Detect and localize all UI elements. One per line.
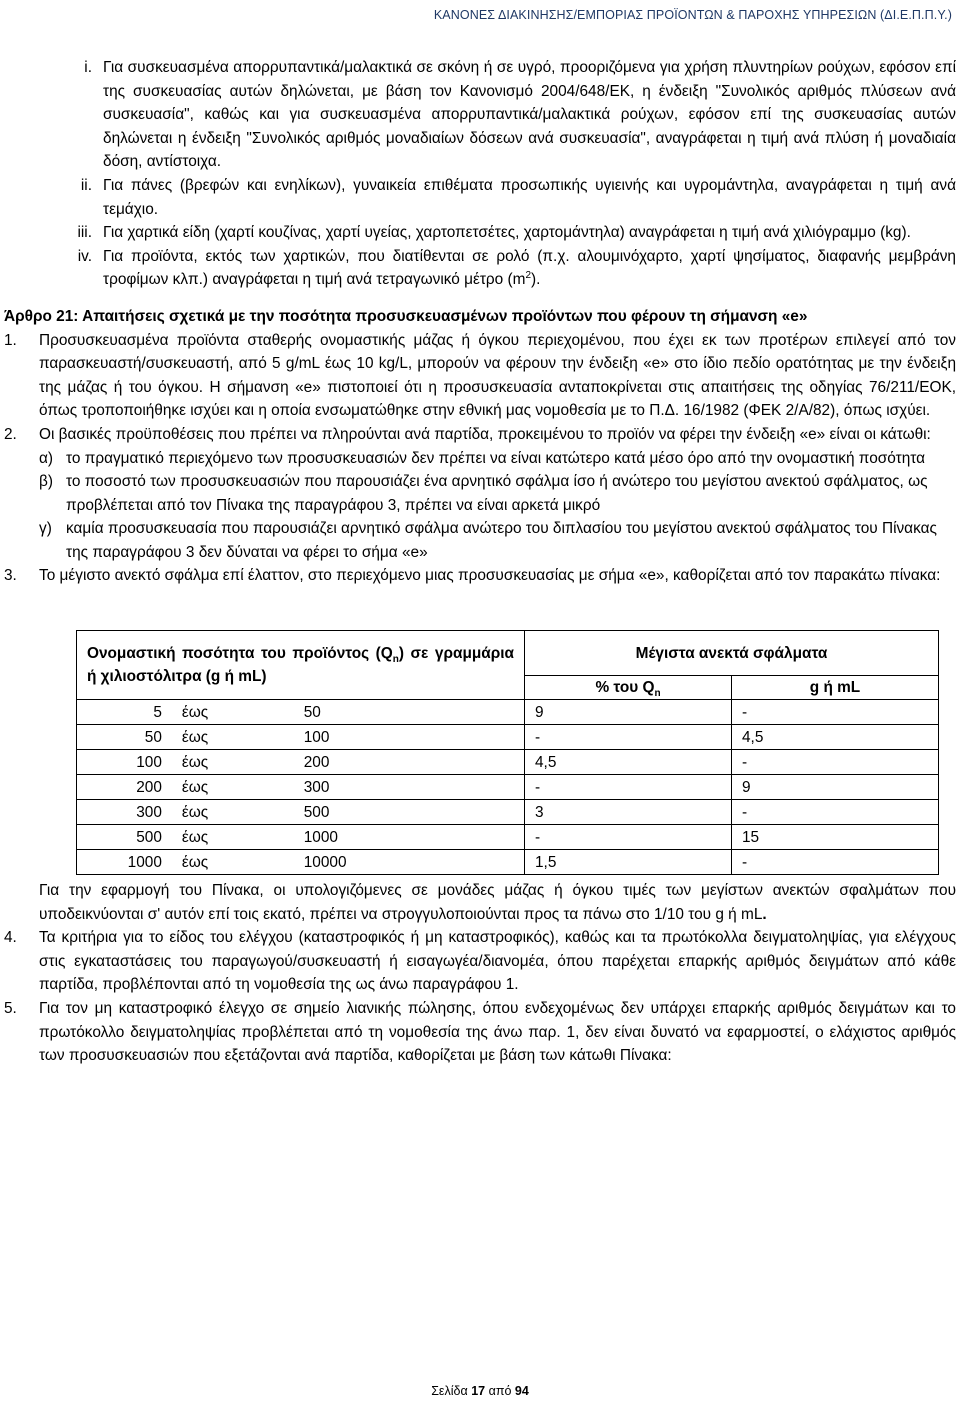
- table-note: [39, 879, 956, 926]
- paragraph-text: Για τον μη καταστροφικό έλεγχο σε σημείο λιανικής πώλησης, όπου ενδεχομένως δεν υπάρχει επαρκής αριθμός δειγμάτων και το πρωτόκολλο δειγματοληψίας προβλέπεται από τη νομοθεσία της άνω παρ. 1, δεν είναι δυνατό να εφαρμοστεί, ο ελάχιστος αριθμός των προσυσκευασιών που εξετάζονται ανά παρτίδα, καθορίζεται με βάση των κάτωθι Πίνακα:: [39, 1000, 956, 1065]
- cell-to-word: έως: [172, 750, 294, 775]
- cell-percent: -: [525, 725, 732, 750]
- cell-grams: -: [732, 850, 939, 875]
- list-item: [0, 56, 960, 174]
- cell-to-word: έως: [172, 725, 294, 750]
- cell-to-word: έως: [172, 775, 294, 800]
- paragraph-text: Τα κριτήρια για το είδος του ελέγχου (καταστροφικός ή μη καταστροφικός), καθώς και τα πρωτόκολλα δειγματοληψίας, για ελέγχους στις εγκαταστάσεις του παραγωγού/συσκευαστή ή εισαγωγέα/διανομέα, όπου παρέχεται επαρκής αριθμός δειγμάτων από κάθε παρτίδα, προβλέπονται από τη νομοθεσία της ως άνω παραγράφου 1.: [39, 929, 956, 994]
- cell-grams: 15: [732, 825, 939, 850]
- list-item-text: [103, 245, 956, 292]
- subscript: n: [654, 688, 661, 700]
- column-header-percent: [525, 676, 732, 700]
- paragraph-4: [0, 926, 960, 997]
- paragraph-5: [0, 997, 960, 1068]
- paragraph-number: 3.: [4, 567, 17, 585]
- document-body: [0, 56, 960, 1068]
- list-item-text-end: ).: [531, 271, 541, 289]
- cell-to: 1000: [294, 825, 525, 850]
- sub-item: [0, 517, 960, 564]
- sub-item-text: καμία προσυσκευασία που παρουσιάζει αρνητικό σφάλμα ανώτερο του διπλασίου του μεγίστου ανεκτού σφάλματος του Πίνακας της παραγράφου 3 δεν δύναται να φέρει το σήμα «e»: [66, 520, 937, 561]
- footer-label: Σελίδα: [431, 1384, 468, 1398]
- cell-to: 500: [294, 800, 525, 825]
- sub-item-text: το πραγματικό περιεχόμενο των προσυσκευασιών δεν πρέπει να είναι κατώτερο κατά μέσο όρο από την ονομαστική ποσότητα: [66, 449, 926, 467]
- cell-to: 100: [294, 725, 525, 750]
- table-row: [77, 825, 939, 850]
- roman-list: [0, 56, 960, 292]
- sub-item-letter: β): [39, 473, 53, 491]
- cell-percent: -: [525, 775, 732, 800]
- cell-from: 500: [77, 825, 172, 850]
- cell-percent: -: [525, 825, 732, 850]
- cell-grams: 4,5: [732, 725, 939, 750]
- cell-from: 200: [77, 775, 172, 800]
- sub-item-letter: γ): [39, 520, 52, 538]
- article-heading: Άρθρο 21: Απαιτήσεις σχετικά με την ποσότητα προσυσκευασμένων προϊόντων που φέρουν τη σήμανση «e»: [4, 307, 808, 325]
- list-item-text: Για πάνες (βρεφών και ενηλίκων), γυναικεία επιθέματα προσωπικής υγιεινής και υγρομάντηλα, αναγράφεται η τιμή ανά τεμάχιο.: [103, 176, 956, 218]
- sub-item: [0, 470, 960, 517]
- cell-to: 10000: [294, 850, 525, 875]
- cell-grams: -: [732, 700, 939, 725]
- table-row: [77, 750, 939, 775]
- subscript: n: [392, 654, 399, 666]
- list-item-text: Για χαρτικά είδη (χαρτί κουζίνας, χαρτί υγείας, χαρτοπετσέτες, χαρτομάντηλα) αναγράφεται η τιμή ανά χιλιόγραμμο (kg).: [103, 224, 911, 242]
- table-row: [77, 850, 939, 875]
- cell-to: 50: [294, 700, 525, 725]
- paragraph-text: Προσυσκευασμένα προϊόντα σταθερής ονομαστικής μάζας ή όγκου περιεχομένου, που έχει εκ των προτέρων επιλεγεί από τον παρασκευαστή/συσκευαστή, από 5 g/mL έως 10 kg/L, μπορούν να φέρουν την ένδειξη «e» στο ίδιο πεδίο ορατότητας με την ένδειξη της μάζας ή του όγκου. Η σήμανση «e» πιστοποιεί ότι η προσυσκευασία ανταποκρίνεται στις απαιτήσεις της οδηγίας 76/211/ΕΟΚ, όπως τροποποιήθηκε ισχύει και η οποία ενσωματώθηκε στην εθνική μας νομοθεσία με το Π.Δ. 16/1982 (ΦΕΚ 2/Α/82), όπως ισχύει.: [39, 331, 956, 420]
- cell-to-word: έως: [172, 800, 294, 825]
- cell-grams: 9: [732, 775, 939, 800]
- table-note-end: .: [762, 905, 767, 923]
- table-header-quantity: [77, 631, 525, 700]
- cell-from: 50: [77, 725, 172, 750]
- table-note-text: Για την εφαρμογή του Πίνακα, οι υπολογιζόμενες σε μονάδες μάζας ή όγκου τιμές των μεγίστων ανεκτών σφαλμάτων που υποδεικνύονται σ' αυτόν επί τοις εκατό, πρέπει να στρογγυλοποιούνται προς τα πάνω στο 1/10 του g ή mL: [39, 882, 956, 923]
- table-row: [77, 700, 939, 725]
- table-header-max-errors: Μέγιστα ανεκτά σφάλματα: [525, 631, 939, 676]
- cell-from: 100: [77, 750, 172, 775]
- sub-item-letter: α): [39, 449, 54, 467]
- table-row: [77, 800, 939, 825]
- paragraph-number: 1.: [4, 331, 17, 349]
- footer-page-number: 17: [471, 1384, 486, 1398]
- cell-from: 5: [77, 700, 172, 725]
- cell-to: 300: [294, 775, 525, 800]
- cell-grams: -: [732, 800, 939, 825]
- page-header: ΚΑΝΟΝΕΣ ΔΙΑΚΙΝΗΣΗΣ/ΕΜΠΟΡΙΑΣ ΠΡΟΪΟΝΤΩΝ & ΠΑΡΟΧΗΣ ΥΠΗΡΕΣΙΩΝ (ΔΙ.Ε.Π.Π.Υ.): [433, 8, 952, 22]
- footer-separator: από: [488, 1384, 512, 1398]
- cell-to-word: έως: [172, 700, 294, 725]
- table-row: [77, 775, 939, 800]
- sub-item: [0, 447, 960, 471]
- header-text: % του Q: [595, 679, 655, 697]
- cell-percent: 4,5: [525, 750, 732, 775]
- paragraph-text: Το μέγιστο ανεκτό σφάλμα επί έλαττον, στο περιεχόμενο μιας προσυσκευασίας με σήμα «e», καθορίζεται από τον παρακάτω πίνακα:: [39, 567, 941, 585]
- cell-grams: -: [732, 750, 939, 775]
- list-item: [0, 221, 960, 245]
- cell-from: 300: [77, 800, 172, 825]
- list-item: [0, 245, 960, 292]
- page-footer: [0, 1384, 960, 1398]
- paragraph-number: 2.: [4, 425, 17, 443]
- list-item-number: iv.: [77, 247, 92, 265]
- cell-percent: 9: [525, 700, 732, 725]
- list-item: [0, 174, 960, 221]
- column-header-grams: g ή mL: [732, 676, 939, 700]
- paragraph-number: 4.: [4, 929, 17, 947]
- paragraph-2: [0, 423, 960, 447]
- cell-percent: 1,5: [525, 850, 732, 875]
- footer-total-pages: 94: [514, 1384, 529, 1398]
- list-item-number: i.: [84, 59, 92, 76]
- cell-to-word: έως: [172, 825, 294, 850]
- paragraph-3: [0, 564, 960, 588]
- paragraph-1: [0, 329, 960, 423]
- list-item-text-main: Για προϊόντα, εκτός των χαρτικών, που διατίθενται σε ρολό (π.χ. αλουμινόχαρτο, χαρτί ψησίματος, διαφανής μεμβράνη τροφίμων κλπ.) αναγράφεται η τιμή ανά τετραγωνικό μέτρο (m: [103, 247, 956, 289]
- cell-to-word: έως: [172, 850, 294, 875]
- header-text: Ονομαστική ποσότητα του προϊόντος (Q: [87, 645, 393, 663]
- header-text-end: ) σε γραμμάρια ή χιλιοστόλιτρα (g ή mL): [87, 645, 514, 686]
- cell-from: 1000: [77, 850, 172, 875]
- superscript: 2: [525, 270, 532, 282]
- cell-percent: 3: [525, 800, 732, 825]
- paragraph-number: 5.: [4, 1000, 17, 1018]
- list-item-number: ii.: [80, 176, 92, 194]
- list-item-text: Για συσκευασμένα απορρυπαντικά/μαλακτικά σε σκόνη ή σε υγρό, προοριζόμενα για χρήση πλυντηρίων ρούχων, εφόσον επί της συσκευασίας αυτών δηλώνεται, με βάση τον Κανονισμό 2004/648/ΕΚ, η ένδειξη "Συνολικός αριθμός πλύσεων ανά συσκευασία", καθώς και για συσκευασμένα απορρυπαντικά/μαλακτικά ρούχων, εφόσον επί της συσκευασίας αυτών δηλώνεται η ένδειξη "Συνολικός αριθμός μοναδιαίων δόσεων ανά συσκευασία", αναγράφεται η τιμή ανά πλύση ή μοναδιαία δόση, αντίστοιχα.: [103, 59, 956, 171]
- tolerance-table: [76, 630, 939, 875]
- sub-item-text: το ποσοστό των προσυσκευασιών που παρουσιάζει ένα αρνητικό σφάλμα ίσο ή ανώτερο του μεγίστου ανεκτού σφάλματος, ως προβλέπεται από τον Πίνακα της παραγράφου 3, πρέπει να είναι αρκετά μικρό: [66, 473, 928, 514]
- paragraph-text: Οι βασικές προϋποθέσεις που πρέπει να πληρούνται ανά παρτίδα, προκειμένου το προϊόν να φέρει την ένδειξη «e» είναι οι κάτωθι:: [39, 425, 931, 443]
- table-row: [77, 725, 939, 750]
- cell-to: 200: [294, 750, 525, 775]
- list-item-number: iii.: [77, 224, 92, 242]
